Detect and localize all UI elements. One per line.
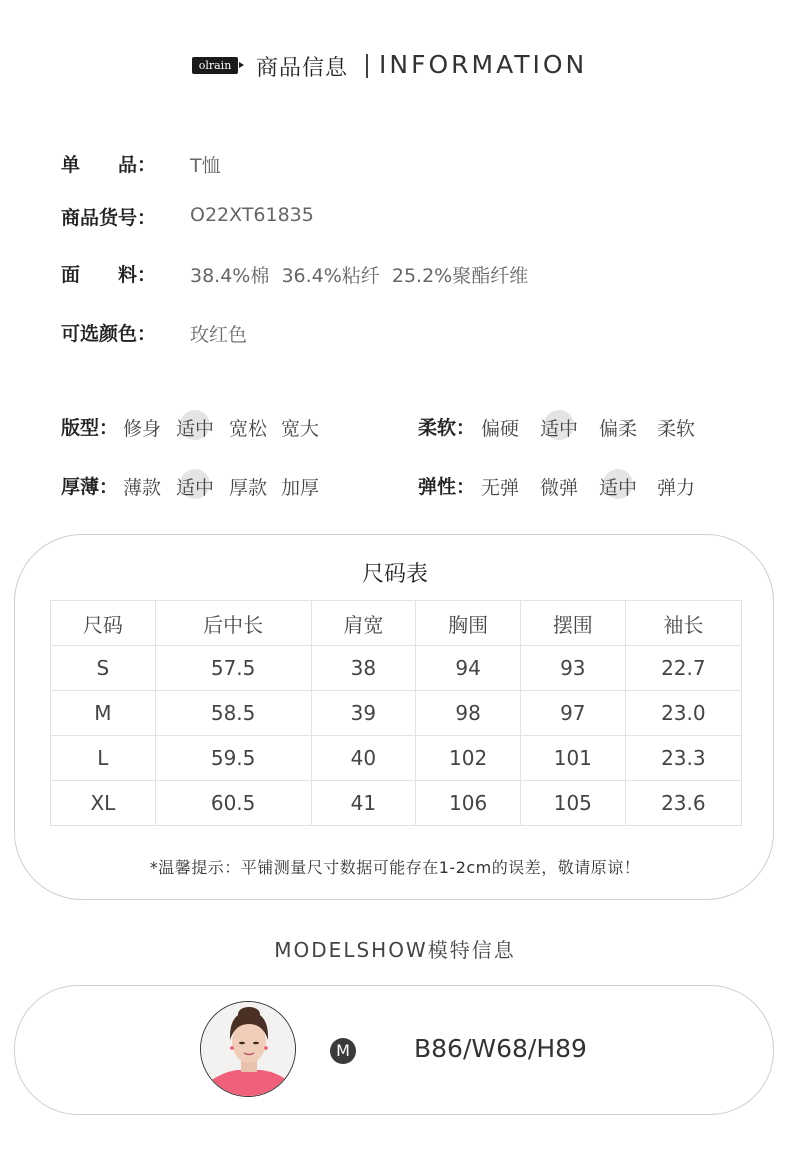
model-avatar bbox=[200, 1001, 296, 1097]
attr-option: 宽大 bbox=[281, 418, 320, 440]
attr-option: 厚款 bbox=[229, 477, 268, 499]
table-row bbox=[51, 781, 742, 826]
table-cell: 41 bbox=[311, 781, 416, 826]
brand-logo: olrain bbox=[192, 57, 238, 74]
attr-option: 偏硬 bbox=[481, 418, 520, 440]
size-chart-title: 尺码表 bbox=[361, 562, 428, 587]
table-cell: 23.3 bbox=[625, 736, 741, 781]
model-info-card bbox=[14, 985, 774, 1115]
table-cell: 101 bbox=[520, 736, 625, 781]
table-cell: 60.5 bbox=[155, 781, 311, 826]
attr-option-selected: 适中 bbox=[176, 414, 214, 441]
column-header: 胸围 bbox=[416, 601, 521, 646]
attr-option: 宽松 bbox=[229, 418, 268, 440]
table-cell: 94 bbox=[416, 646, 521, 691]
attr-option-selected: 适中 bbox=[599, 473, 637, 500]
table-cell: 102 bbox=[416, 736, 521, 781]
attr-label: 版型： bbox=[61, 417, 119, 439]
table-cell: 93 bbox=[520, 646, 625, 691]
attr-option-selected: 适中 bbox=[176, 473, 214, 500]
attr-option: 无弹 bbox=[481, 477, 520, 499]
header-divider bbox=[366, 54, 368, 78]
logo-arrow-icon bbox=[239, 62, 244, 68]
column-header: 肩宽 bbox=[311, 601, 416, 646]
table-cell: 58.5 bbox=[155, 691, 311, 736]
attr-label: 弹性： bbox=[418, 476, 476, 498]
attr-option: 柔软 bbox=[657, 418, 696, 440]
table-cell: 38 bbox=[311, 646, 416, 691]
info-value: O22XT61835 bbox=[190, 204, 314, 226]
attr-label: 柔软： bbox=[418, 417, 476, 439]
table-cell: XL bbox=[51, 781, 156, 826]
table-cell: 23.6 bbox=[625, 781, 741, 826]
table-row bbox=[51, 646, 742, 691]
table-cell: 98 bbox=[416, 691, 521, 736]
column-header: 摆围 bbox=[520, 601, 625, 646]
measurement-note: *温馨提示：平铺测量尺寸数据可能存在1-2cm的误差，敬请原谅！ bbox=[149, 858, 641, 877]
info-label: 单 品： bbox=[61, 154, 157, 176]
table-cell: 40 bbox=[311, 736, 416, 781]
header-title-en: INFORMATION bbox=[379, 50, 588, 79]
attr-option: 微弹 bbox=[540, 477, 579, 499]
table-row bbox=[51, 736, 742, 781]
table-cell: 105 bbox=[520, 781, 625, 826]
table-header-row bbox=[51, 601, 742, 646]
info-value: T恤 bbox=[190, 155, 221, 177]
information-header bbox=[0, 48, 790, 84]
table-cell: S bbox=[51, 646, 156, 691]
attr-option-selected: 适中 bbox=[540, 414, 578, 441]
info-label: 可选颜色： bbox=[61, 323, 157, 345]
table-cell: 59.5 bbox=[155, 736, 311, 781]
header-title-cn: 商品信息 bbox=[256, 56, 349, 81]
table-cell: 22.7 bbox=[625, 646, 741, 691]
column-header: 尺码 bbox=[51, 601, 156, 646]
table-row bbox=[51, 691, 742, 736]
table-cell: 23.0 bbox=[625, 691, 741, 736]
model-size-badge: M bbox=[330, 1038, 356, 1064]
table-cell: 106 bbox=[416, 781, 521, 826]
attr-option: 修身 bbox=[123, 418, 162, 440]
column-header: 袖长 bbox=[625, 601, 741, 646]
table-cell: 57.5 bbox=[155, 646, 311, 691]
table-cell: M bbox=[51, 691, 156, 736]
info-label: 商品货号： bbox=[61, 207, 157, 229]
column-header: 后中长 bbox=[155, 601, 311, 646]
model-portrait-icon bbox=[201, 1002, 296, 1097]
model-measurements: B86/W68/H89 bbox=[414, 1034, 587, 1063]
table-cell: 97 bbox=[520, 691, 625, 736]
attr-option: 弹力 bbox=[657, 477, 696, 499]
info-label: 面 料： bbox=[61, 264, 157, 286]
attr-option: 偏柔 bbox=[599, 418, 638, 440]
model-show-heading: MODELSHOW模特信息 bbox=[274, 938, 516, 962]
attr-label: 厚薄： bbox=[61, 476, 119, 498]
table-cell: L bbox=[51, 736, 156, 781]
attr-option: 薄款 bbox=[123, 477, 162, 499]
info-value: 38.4%棉 36.4%粘纤 25.2%聚酯纤维 bbox=[190, 265, 529, 287]
table-cell: 39 bbox=[311, 691, 416, 736]
size-table bbox=[50, 600, 742, 826]
info-value: 玫红色 bbox=[190, 324, 248, 346]
attr-option: 加厚 bbox=[281, 477, 320, 499]
